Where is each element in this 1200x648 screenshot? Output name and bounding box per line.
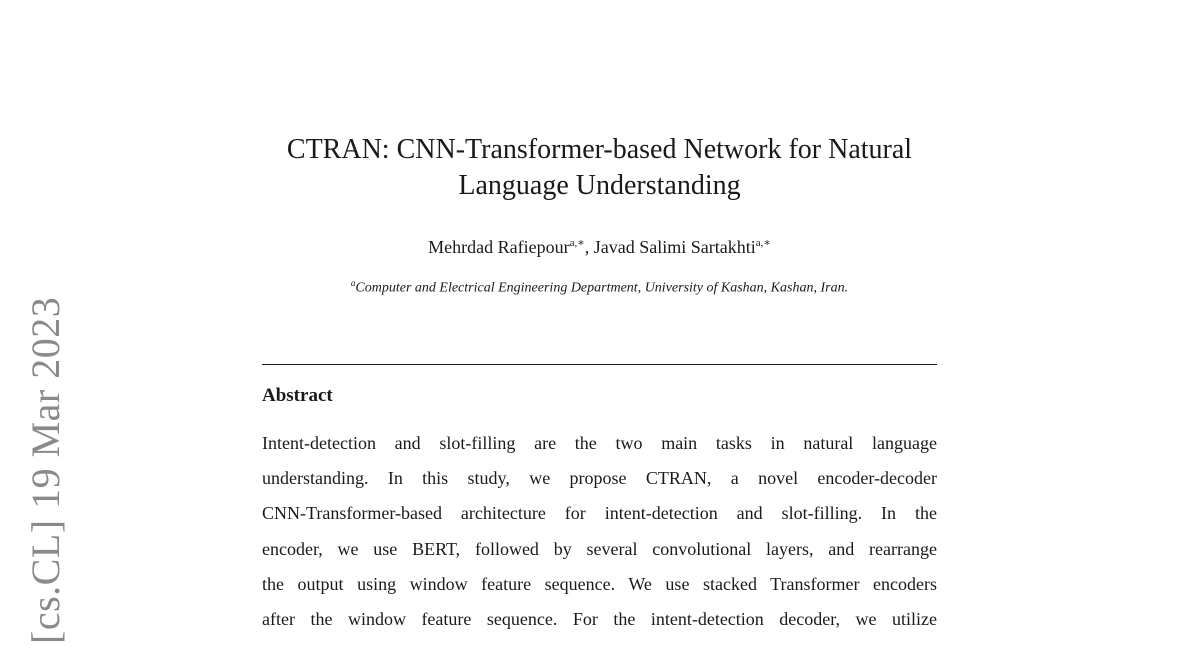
abstract-line: the output using window feature sequence. We use stacked Transformer encoders [262, 573, 937, 594]
abstract-line: Intent-detection and slot-filling are the two main tasks in natural language [262, 433, 937, 453]
affiliation [262, 278, 937, 297]
abstract-line: after the window feature sequence. For the intent-detection decoder, we utilize [262, 609, 937, 630]
abstract-line: CNN-Transformer-based architecture for intent-detection and slot-filling. In the [262, 503, 937, 524]
paper-title [262, 132, 937, 204]
title-line-2: Language Understanding [458, 170, 741, 201]
affiliation-text: Computer and Electrical Engineering Department, University of Kashan, Kashan, Iran. [355, 280, 849, 296]
affiliation-mark: a [350, 278, 356, 288]
author-affiliation-mark: a,∗ [569, 237, 585, 249]
author-affiliation-mark: a,∗ [755, 237, 771, 249]
abstract-line: understanding. In this study, we propose CTRAN, a novel encoder-decoder [262, 468, 937, 489]
title-line-1: CTRAN: CNN-Transformer-based Network for Natural [286, 134, 913, 165]
section-divider [262, 364, 937, 365]
abstract-line: encoder, we use BERT, followed by several convolutional layers, and rearrange [262, 538, 937, 559]
arxiv-margin-stamp: [cs.CL] 19 Mar 2023 [23, 296, 68, 644]
author-name: Javad Salimi Sartakhti [593, 237, 756, 257]
author-name: Mehrdad Rafiepour [428, 237, 570, 257]
author-separator: , [584, 237, 594, 257]
abstract-text [262, 426, 937, 637]
author-list [262, 236, 937, 258]
abstract-heading: Abstract [262, 385, 333, 406]
